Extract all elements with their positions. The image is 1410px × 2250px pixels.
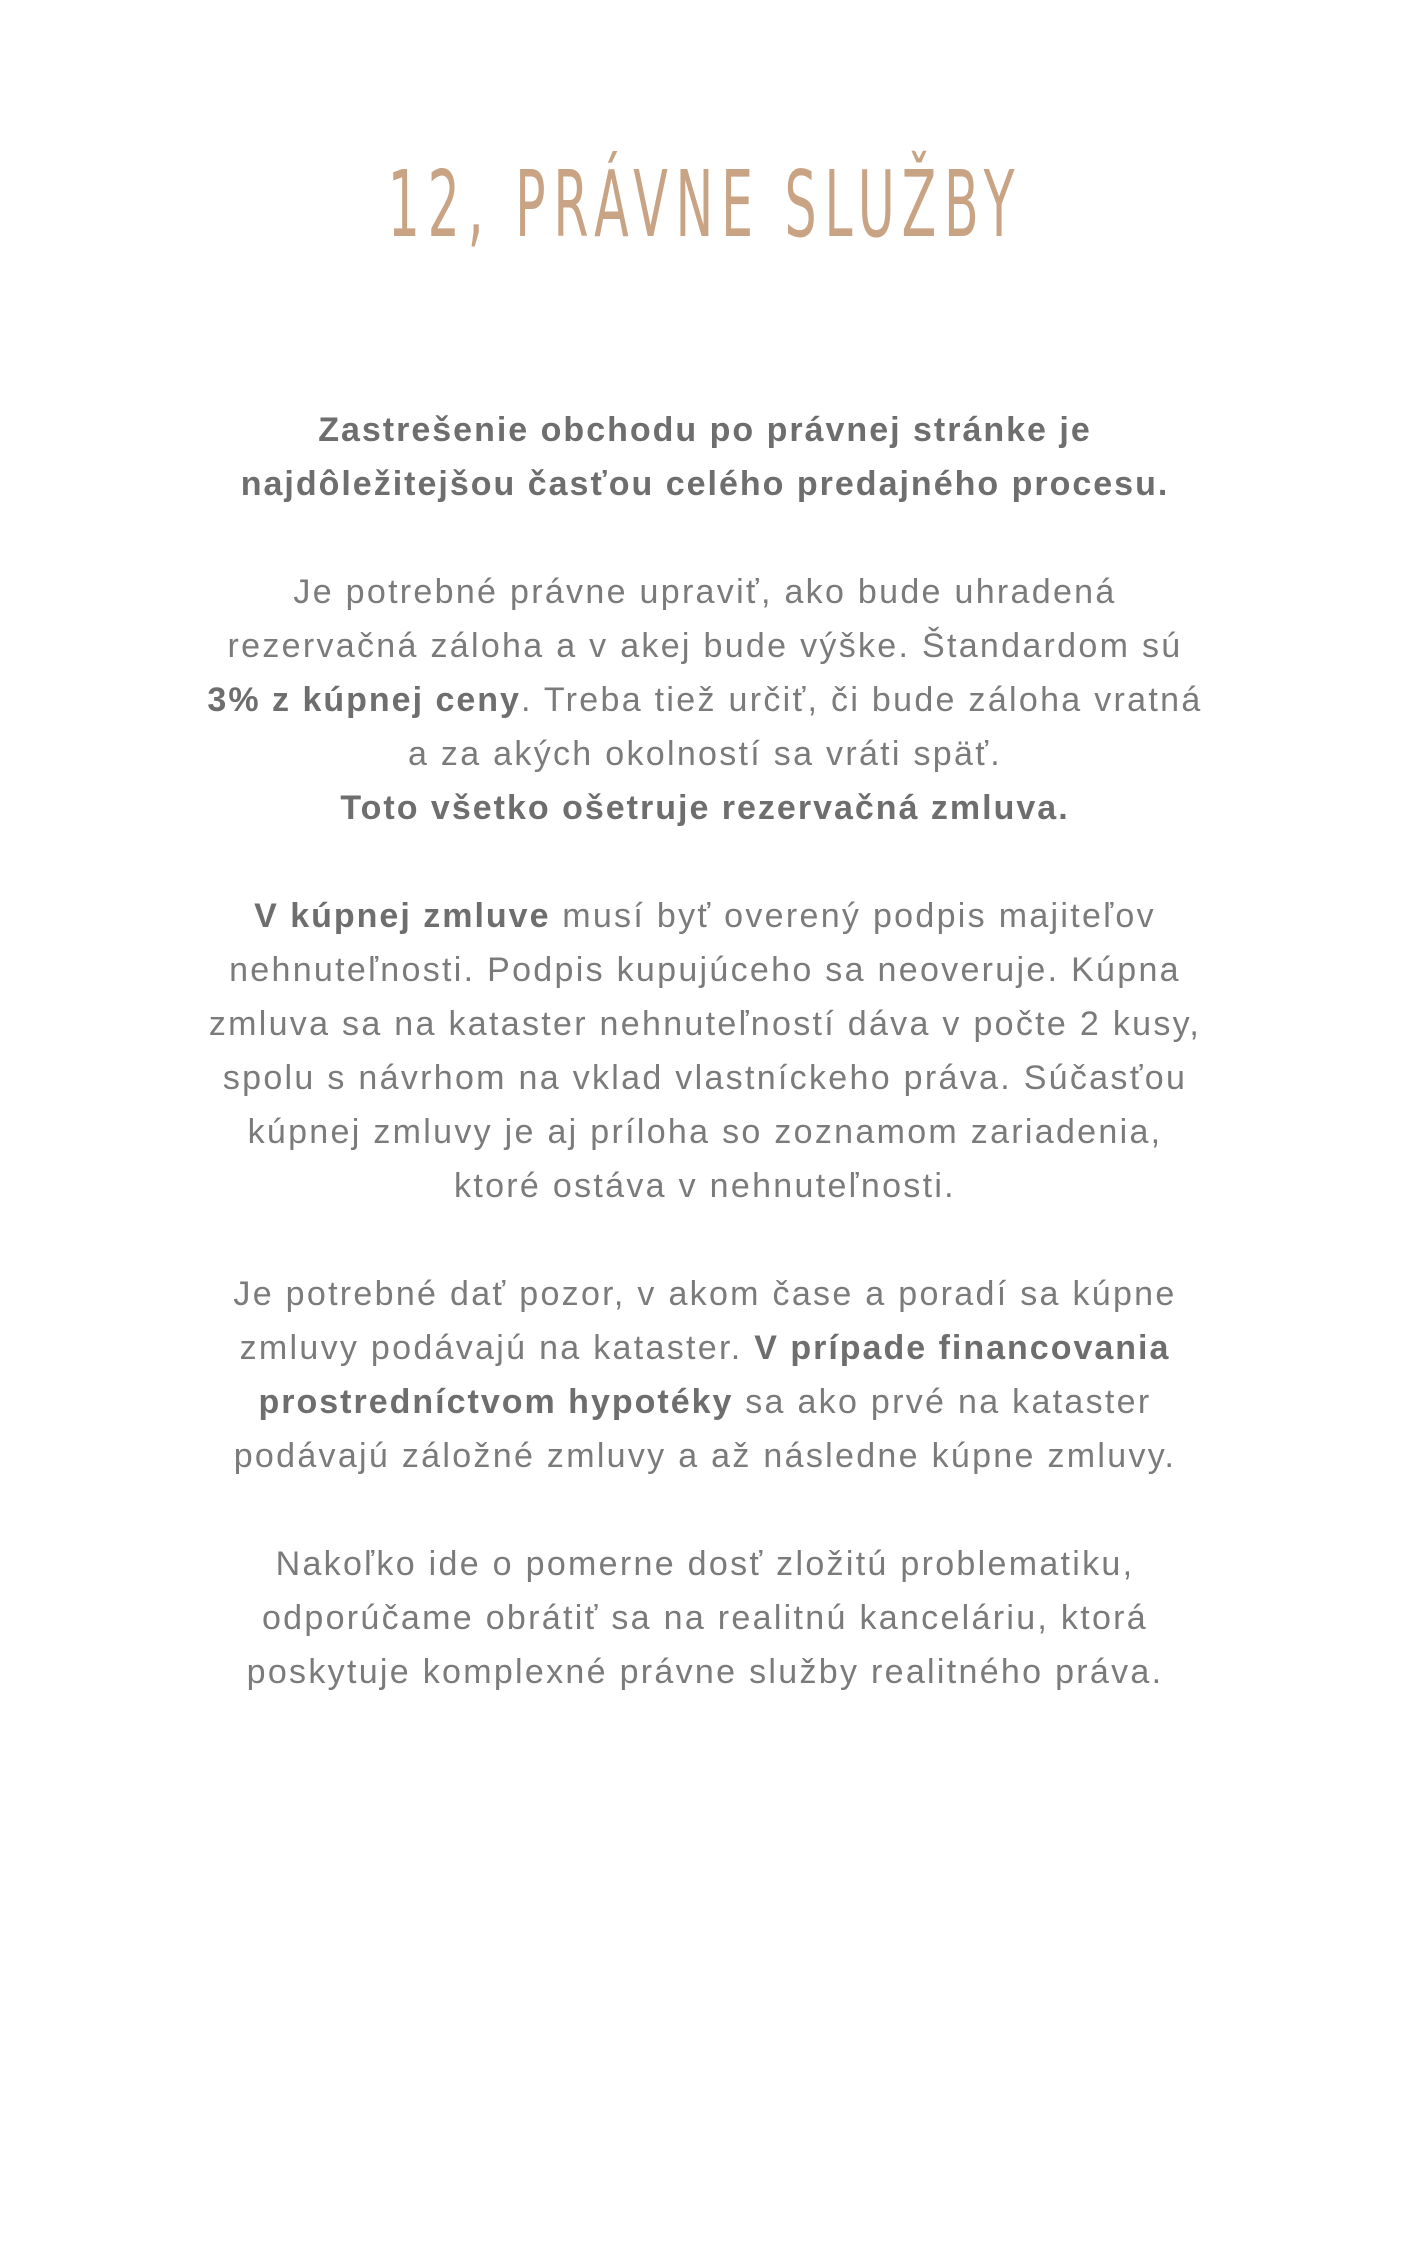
page-title: 12, PRÁVNE SLUŽBY [387,151,1023,258]
text-line: a za akých okolností sa vráti späť. [407,735,1003,773]
purchase-contract-paragraph [130,889,1280,1213]
bold-phrase: prostredníctvom hypotéky [258,1383,734,1421]
text-line [130,1321,1280,1375]
bold-phrase: 3% z kúpnej ceny [207,681,521,719]
text-line: podávajú záložné zmluvy a až následne kúpne zmluvy. [233,1437,1177,1475]
text-line: odporúčame obrátiť sa na realitnú kanceláriu, ktorá [261,1599,1149,1637]
recommendation-paragraph [130,1537,1280,1699]
text-line: ktoré ostáva v nehnuteľnosti. [454,1167,956,1205]
text-phrase: zmluvy podávajú na kataster. [239,1329,755,1367]
text-line [130,673,1280,727]
bold-phrase: V prípade financovania [754,1329,1171,1367]
bold-phrase: V kúpnej zmluve [254,897,551,935]
text-line: nehnuteľnosti. Podpis kupujúceho sa neoveruje. Kúpna [229,951,1181,989]
bold-line: Toto všetko ošetruje rezervačná zmluva. [340,789,1070,827]
cadastre-paragraph [130,1267,1280,1483]
text-line: Nakoľko ide o pomerne dosť zložitú problematiku, [275,1545,1135,1583]
text-line [130,1375,1280,1429]
intro-line: najdôležitejšou časťou celého predajného procesu. [240,465,1170,503]
text-phrase: sa ako prvé na kataster [733,1383,1152,1421]
intro-paragraph [130,403,1280,511]
text-line [130,889,1280,943]
text-line: Je potrebné dať pozor, v akom čase a poradí sa kúpne [233,1275,1177,1313]
text-phrase: . Treba tiež určiť, či bude záloha vratná [520,681,1203,719]
text-line: spolu s návrhom na vklad vlastníckeho práva. Súčasťou [222,1059,1188,1097]
text-line: poskytuje komplexné právne služby realitného práva. [246,1653,1164,1691]
text-line: rezervačná záloha a v akej bude výške. Štandardom sú [227,627,1183,665]
reservation-paragraph [130,565,1280,835]
document-body [130,403,1280,1753]
text-line: Je potrebné právne upraviť, ako bude uhradená [293,573,1117,611]
text-phrase: musí byť overený podpis majiteľov [550,897,1156,935]
text-line: zmluva sa na kataster nehnuteľností dáva v počte 2 kusy, [208,1005,1202,1043]
intro-line: Zastrešenie obchodu po právnej stránke je [318,411,1092,449]
text-line: kúpnej zmluvy je aj príloha so zoznamom zariadenia, [247,1113,1163,1151]
